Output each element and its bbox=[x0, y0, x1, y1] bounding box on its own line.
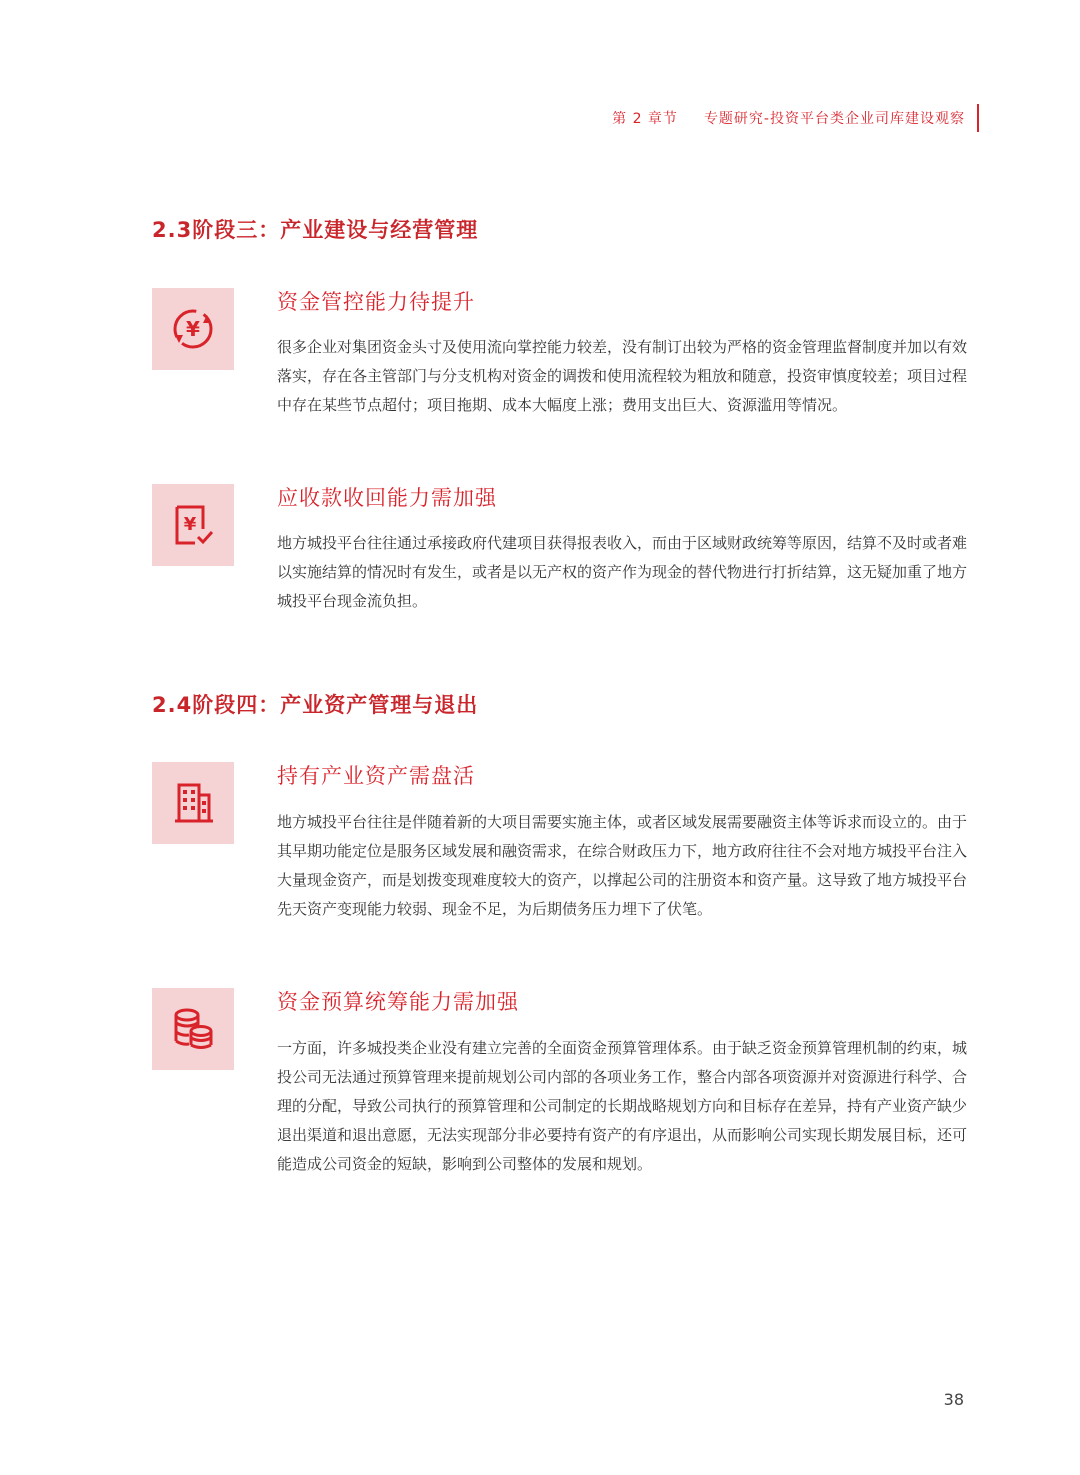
header-divider bbox=[977, 104, 979, 132]
section-title-2-4: 2.4阶段四：产业资产管理与退出 bbox=[152, 693, 479, 717]
header-chapter: 第 2 章节 bbox=[612, 111, 678, 127]
icon-box bbox=[152, 288, 234, 370]
item-body: 地方城投平台往往通过承接政府代建项目获得报表收入，而由于区域财政统筹等原因，结算不及时或者难以实施结算的情况时有发生，或者是以无产权的资产作为现金的替代物进行打折结算，这无疑加重了地方城投平台现金流负担。 bbox=[277, 534, 968, 610]
yen-receipt-icon bbox=[167, 499, 219, 551]
page-number: 38 bbox=[943, 1390, 964, 1409]
icon-box bbox=[152, 762, 234, 844]
item-title: 资金预算统筹能力需加强 bbox=[277, 990, 519, 1014]
icon-box bbox=[152, 484, 234, 566]
building-icon bbox=[167, 777, 219, 829]
item-body: 地方城投平台往往是伴随着新的大项目需要实施主体，或者区域发展需要融资主体等诉求而设立的。由于其早期功能定位是服务区域发展和融资需求，在综合财政压力下，地方政府往往不会对地方城投平台注入大量现金资产，而是划拨变现难度较大的资产，以撑起公司的注册资本和资产量。这导致了地方城投平台先天资产变现能力较弱、现金不足，为后期债务压力埋下了伏笔。 bbox=[277, 813, 968, 918]
running-header bbox=[612, 104, 965, 132]
item-body: 一方面，许多城投类企业没有建立完善的全面资金预算管理体系。由于缺乏资金预算管理机制的约束，城投公司无法通过预算管理来提前规划公司内部的各项业务工作，整合内部各项资源并对资源进行科学、合理的分配，导致公司执行的预算管理和公司制定的长期战略规划方向和目标存在差异，持有产业资产缺少退出渠道和退出意愿，无法实现部分非必要持有资产的有序退出，从而影响公司实现长期发展目标，还可能造成公司资金的短缺，影响到公司整体的发展和规划。 bbox=[277, 1039, 968, 1173]
item-body: 很多企业对集团资金头寸及使用流向掌控能力较差，没有制订出较为严格的资金管理监督制度并加以有效落实，存在各主管部门与分支机构对资金的调拨和使用流程较为粗放和随意，投资审慎度较差；项目过程中存在某些节点超付；项目拖期、成本大幅度上涨；费用支出巨大、资源滥用等情况。 bbox=[277, 338, 968, 414]
item-title: 资金管控能力待提升 bbox=[277, 290, 475, 314]
header-topic: 专题研究-投资平台类企业司库建设观察 bbox=[703, 111, 965, 127]
item-title: 应收款收回能力需加强 bbox=[277, 486, 497, 510]
yen-cycle-icon bbox=[167, 303, 219, 355]
icon-box bbox=[152, 988, 234, 1070]
section-title-2-3: 2.3阶段三：产业建设与经营管理 bbox=[152, 218, 479, 242]
item-title: 持有产业资产需盘活 bbox=[277, 764, 475, 788]
svg-text:¥: ¥ bbox=[186, 317, 200, 341]
coin-stack-icon bbox=[167, 1003, 219, 1055]
svg-text:¥: ¥ bbox=[183, 514, 197, 535]
